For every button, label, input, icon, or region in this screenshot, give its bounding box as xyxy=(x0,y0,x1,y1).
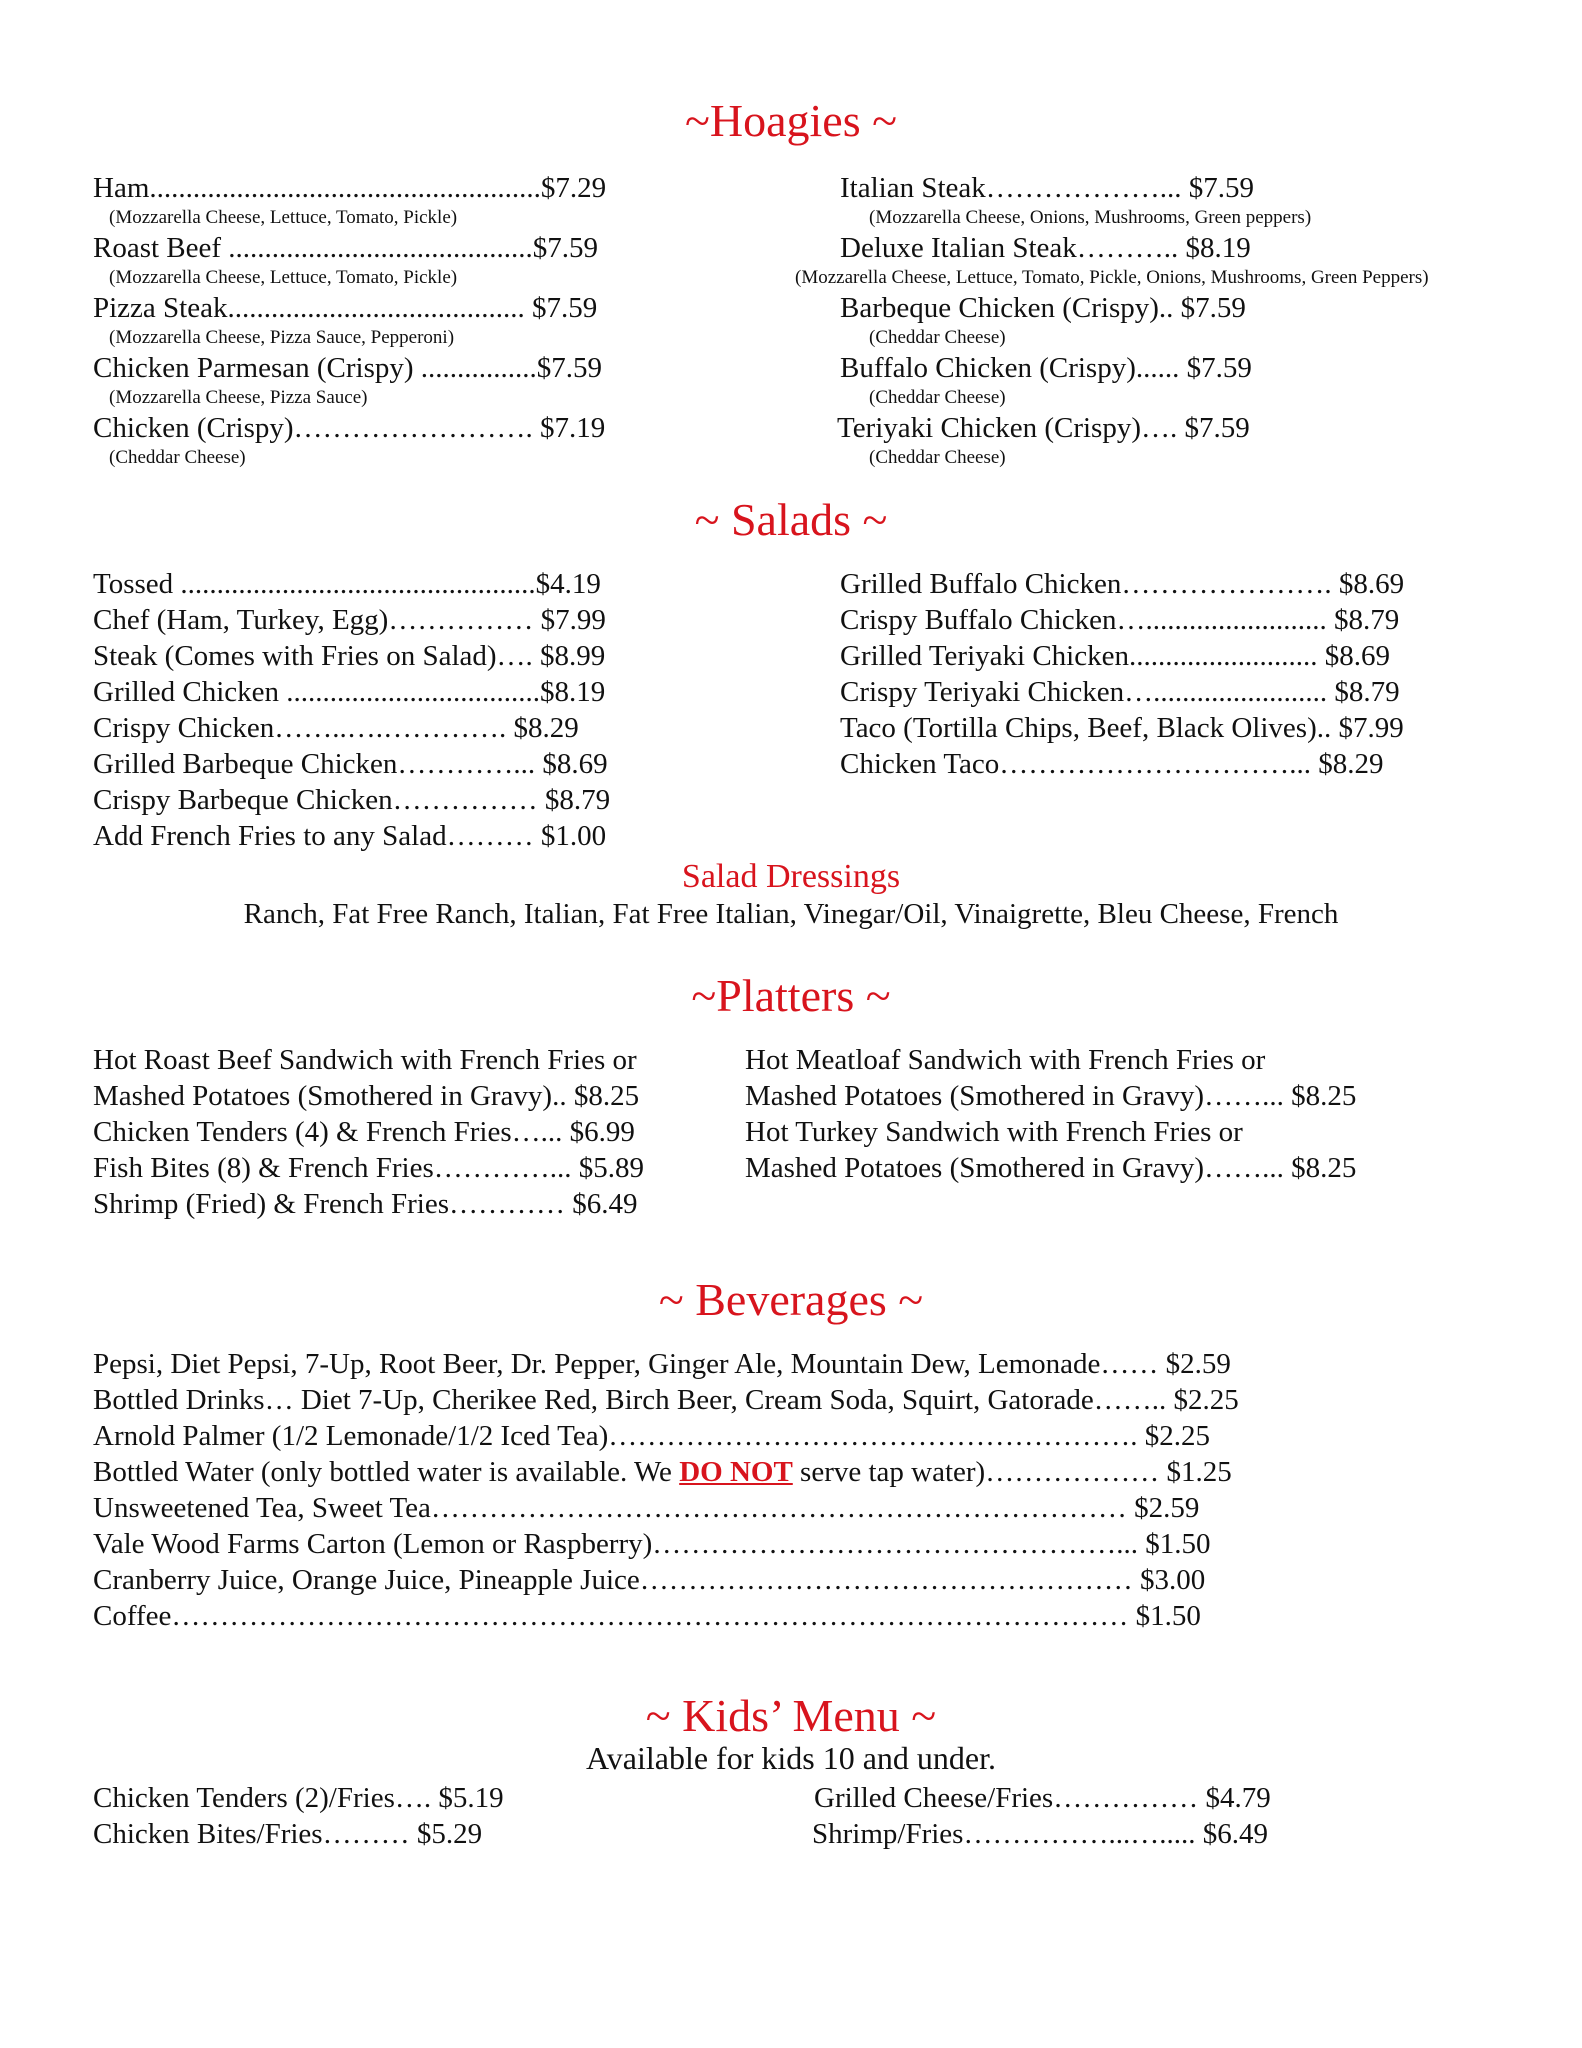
item-name-price: Teriyaki Chicken (Crispy)…. $7.59 xyxy=(837,412,1250,444)
menu-item: Crispy Teriyaki Chicken…........................ $8.79 xyxy=(840,676,1400,708)
beverage-line: Bottled Drinks… Diet 7-Up, Cherikee Red, Birch Beer, Cream Soda, Squirt, Gatorade…….. $2.25 xyxy=(93,1384,1239,1416)
beverage-line: Arnold Palmer (1/2 Lemonade/1/2 Iced Tea)………………………………………………. $2.25 xyxy=(93,1420,1210,1452)
salads-right-column xyxy=(840,566,1404,782)
item-name-price: Deluxe Italian Steak……….. $8.19 xyxy=(840,232,1251,264)
item-name-price: Ham......................................................$7.29 xyxy=(93,172,607,204)
kids-menu-heading: ~ Kids’ Menu ~ xyxy=(645,1690,937,1741)
menu-item: Hot Meatloaf Sandwich with French Fries or xyxy=(745,1044,1266,1076)
menu-item: Hot Roast Beef Sandwich with French Fries or xyxy=(93,1044,637,1076)
item-description: (Cheddar Cheese) xyxy=(869,387,1006,408)
beverage-line-water xyxy=(93,1454,1239,1490)
platters-left-column xyxy=(93,1042,644,1222)
menu-item xyxy=(795,410,1429,470)
hoagies-heading: ~Hoagies ~ xyxy=(684,95,897,146)
menu-item: Mashed Potatoes (Smothered in Gravy)……... $8.25 xyxy=(745,1152,1357,1184)
menu-item xyxy=(93,290,606,350)
water-text-after: serve tap water)……………… $1.25 xyxy=(792,1456,1232,1488)
menu-item: Chicken Bites/Fries……… $5.29 xyxy=(93,1818,483,1850)
hoagies-right-column xyxy=(795,170,1429,470)
menu-item: Add French Fries to any Salad……… $1.00 xyxy=(93,820,607,852)
item-description: (Mozzarella Cheese, Pizza Sauce, Pepperoni) xyxy=(109,327,455,348)
item-name-price: Buffalo Chicken (Crispy)...... $7.59 xyxy=(840,352,1252,384)
menu-item: Grilled Chicken ...................................$8.19 xyxy=(93,676,606,708)
menu-item xyxy=(795,230,1429,290)
menu-item xyxy=(93,350,606,410)
beverage-line: Pepsi, Diet Pepsi, 7-Up, Root Beer, Dr. Pepper, Ginger Ale, Mountain Dew, Lemonade…… $2.59 xyxy=(93,1348,1231,1380)
platters-heading: ~Platters ~ xyxy=(691,970,891,1021)
menu-item: Chicken Tenders (4) & French Fries…... $6.99 xyxy=(93,1116,635,1148)
menu-item: Taco (Tortilla Chips, Beef, Black Olives).. $7.99 xyxy=(840,712,1404,744)
beverage-line: Cranberry Juice, Orange Juice, Pineapple Juice…………………………………………… $3.00 xyxy=(93,1564,1206,1596)
menu-item: Grilled Barbeque Chicken…………... $8.69 xyxy=(93,748,608,780)
item-name-price: Pizza Steak......................................... $7.59 xyxy=(93,292,598,324)
item-description: (Cheddar Cheese) xyxy=(109,447,246,468)
menu-item: Steak (Comes with Fries on Salad)…. $8.99 xyxy=(93,640,606,672)
menu-item xyxy=(795,350,1429,410)
menu-item: Mashed Potatoes (Smothered in Gravy)……... $8.25 xyxy=(745,1080,1357,1112)
menu-item: Shrimp/Fries……………...…..... $6.49 xyxy=(812,1818,1268,1850)
menu-item: Crispy Chicken……..….…………. $8.29 xyxy=(93,712,579,744)
do-not-emphasis: DO NOT xyxy=(679,1456,793,1488)
kids-right-column xyxy=(812,1780,1271,1852)
menu-item: Tossed .................................................$4.19 xyxy=(93,568,601,600)
salads-heading: ~ Salads ~ xyxy=(694,494,888,545)
menu-item: Grilled Buffalo Chicken…………………. $8.69 xyxy=(840,568,1405,600)
kids-menu-subtitle: Available for kids 10 and under. xyxy=(586,1740,996,1776)
menu-item: Mashed Potatoes (Smothered in Gravy).. $8.25 xyxy=(93,1080,640,1112)
item-description: (Mozzarella Cheese, Onions, Mushrooms, Green peppers) xyxy=(869,207,1312,228)
menu-item: Chicken Tenders (2)/Fries…. $5.19 xyxy=(93,1782,504,1814)
item-name-price: Chicken Parmesan (Crispy) ................$7.59 xyxy=(93,352,603,384)
beverages-heading: ~ Beverages ~ xyxy=(658,1274,924,1325)
platters-right-column xyxy=(745,1042,1356,1186)
beverage-line: Coffee……………………………………………………………………………………… $1.50 xyxy=(93,1600,1201,1632)
salad-dressings-list: Ranch, Fat Free Ranch, Italian, Fat Free Italian, Vinegar/Oil, Vinaigrette, Bleu Cheese, French xyxy=(243,898,1339,930)
menu-item: Grilled Cheese/Fries…………… $4.79 xyxy=(814,1782,1271,1814)
menu-item xyxy=(795,170,1429,230)
item-name-price: Chicken (Crispy)……………………. $7.19 xyxy=(93,412,606,444)
salads-left-column xyxy=(93,566,610,854)
item-name-price: Italian Steak………………... $7.59 xyxy=(840,172,1255,204)
item-description: (Mozzarella Cheese, Lettuce, Tomato, Pickle) xyxy=(109,267,458,288)
menu-item xyxy=(93,410,606,470)
item-description: (Cheddar Cheese) xyxy=(869,327,1006,348)
item-name-price: Roast Beef ..........................................$7.59 xyxy=(93,232,599,264)
menu-item xyxy=(93,230,606,290)
item-description: (Mozzarella Cheese, Pizza Sauce) xyxy=(109,387,368,408)
beverage-line: Vale Wood Farms Carton (Lemon or Raspberry)…………………………………………... $1.50 xyxy=(93,1528,1211,1560)
item-description: (Mozzarella Cheese, Lettuce, Tomato, Pickle, Onions, Mushrooms, Green Peppers) xyxy=(795,267,1429,288)
item-name-price: Barbeque Chicken (Crispy).. $7.59 xyxy=(840,292,1246,324)
kids-left-column xyxy=(93,1780,504,1852)
beverages-list xyxy=(93,1346,1239,1634)
menu-item: Grilled Teriyaki Chicken.......................... $8.69 xyxy=(840,640,1390,672)
hoagies-left-column xyxy=(93,170,606,470)
item-description: (Cheddar Cheese) xyxy=(869,447,1006,468)
menu-item: Fish Bites (8) & French Fries…………... $5.89 xyxy=(93,1152,644,1184)
salad-dressings-heading: Salad Dressings xyxy=(681,858,901,895)
menu-item: Chicken Taco…………………………... $8.29 xyxy=(840,748,1384,780)
menu-item xyxy=(795,290,1429,350)
menu-item: Crispy Barbeque Chicken…………… $8.79 xyxy=(93,784,611,816)
menu-item xyxy=(93,170,606,230)
menu-item: Shrimp (Fried) & French Fries………… $6.49 xyxy=(93,1188,638,1220)
menu-item: Crispy Buffalo Chicken…......................... $8.79 xyxy=(840,604,1400,636)
item-description: (Mozzarella Cheese, Lettuce, Tomato, Pickle) xyxy=(109,207,458,228)
water-text-before: Bottled Water (only bottled water is available. We xyxy=(93,1456,680,1488)
menu-item: Hot Turkey Sandwich with French Fries or xyxy=(745,1116,1243,1148)
beverage-line: Unsweetened Tea, Sweet Tea……………………………………………………………… $2.59 xyxy=(93,1492,1200,1524)
menu-item: Chef (Ham, Turkey, Egg)…………… $7.99 xyxy=(93,604,606,636)
